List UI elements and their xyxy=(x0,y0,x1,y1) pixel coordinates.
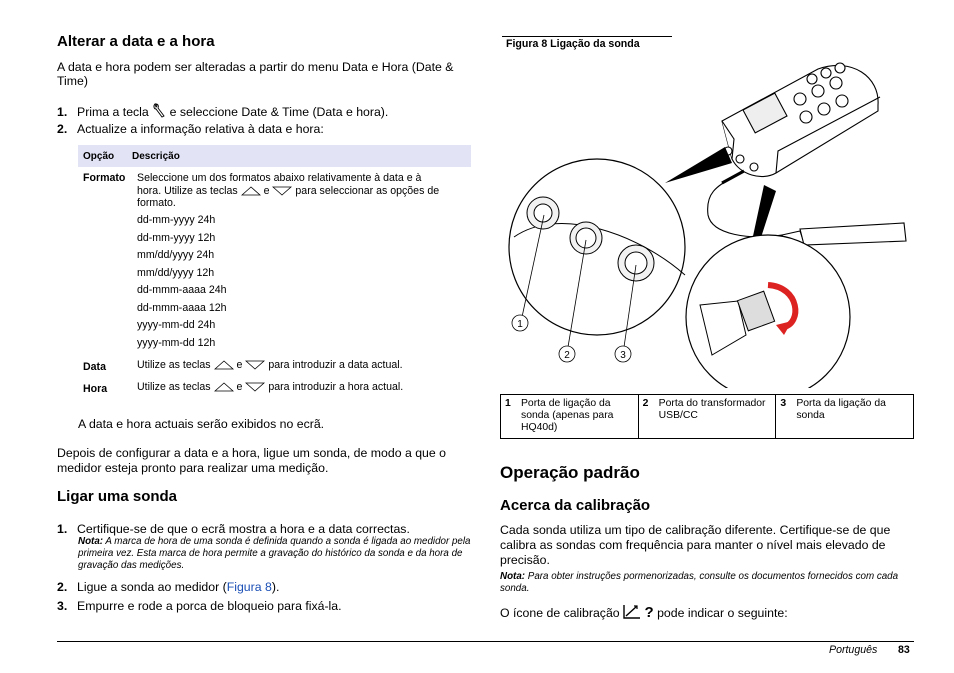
step-text: Empurre e rode a porca de bloqueio para fixá-la. xyxy=(77,599,342,613)
options-table xyxy=(78,145,471,167)
formato-desc-line xyxy=(137,185,467,198)
step-number: 3. xyxy=(57,599,68,613)
note-label: Nota: xyxy=(78,536,104,547)
wrench-key-icon xyxy=(152,103,166,119)
step-1 xyxy=(57,103,388,119)
down-arrow-key-icon xyxy=(245,360,265,370)
legend-item xyxy=(501,395,638,438)
down-arrow-key-icon xyxy=(272,186,292,196)
legend-number: 2 xyxy=(642,398,649,409)
step-number: 1. xyxy=(57,522,68,536)
format-option: dd-mm-yyyy 12h xyxy=(137,231,216,244)
up-arrow-key-icon xyxy=(241,186,261,196)
footer-language: Português xyxy=(829,644,878,656)
row-label-formato: Formato xyxy=(83,172,126,184)
note-text: A marca de hora de uma sonda é definida quando a sonda é ligada ao medidor pela primeira vez. Esta marca de hora permite a gravação do histórico da sonda e da hora de gravação das medições. xyxy=(78,536,471,571)
legend-text: Porta da ligação da sonda xyxy=(796,398,886,421)
meter-device xyxy=(722,63,880,177)
legend-number: 1 xyxy=(505,398,511,409)
step-1-text: Prima a tecla xyxy=(77,105,149,119)
header-option: Opção xyxy=(83,150,115,162)
text: e xyxy=(236,381,243,393)
section-heading-date-time: Alterar a data e a hora xyxy=(57,33,215,50)
up-arrow-key-icon xyxy=(214,360,234,370)
ports-zoom-view xyxy=(509,159,685,335)
after-table-text: A data e hora actuais serão exibidos no ecrã. xyxy=(78,417,325,431)
calibration-question-mark: ? xyxy=(644,604,654,621)
row-label-hora: Hora xyxy=(83,383,108,395)
note-text: Para obter instruções pormenorizadas, consulte os documentos fornecidos com cada sonda. xyxy=(500,571,899,594)
cable-plug xyxy=(722,171,744,183)
formato-desc-line: formato. xyxy=(137,197,176,209)
format-option: mm/dd/yyyy 24h xyxy=(137,249,215,261)
callout-label: 3 xyxy=(620,350,626,361)
callout-label: 2 xyxy=(564,350,570,361)
figure-8-link[interactable]: Figura 8 xyxy=(226,580,272,594)
step-text: ). xyxy=(271,580,280,594)
format-option: yyyy-mm-dd 24h xyxy=(137,319,216,331)
section-heading-connect-probe: Ligar uma sonda xyxy=(57,488,178,505)
calibration-icon-line xyxy=(500,603,788,620)
lock-nut-zoom-view xyxy=(686,235,850,388)
probe-connection-illustration xyxy=(500,55,914,388)
callout-label: 1 xyxy=(517,319,523,330)
chapter-heading-standard-operation: Operação padrão xyxy=(500,463,640,482)
text: para seleccionar as opções de xyxy=(295,184,440,197)
probe-step-2 xyxy=(57,580,279,594)
legend-text: Porta de ligação da sonda (apenas para HQ40d) xyxy=(521,398,614,433)
legend-item xyxy=(775,395,913,438)
step-2 xyxy=(57,122,324,136)
legend-text: Porta do transformador USB/CC xyxy=(658,398,766,421)
table-header-row xyxy=(78,145,471,167)
section-heading-calibration: Acerca da calibração xyxy=(500,497,651,514)
row-desc-formato xyxy=(137,172,467,210)
probe-step-1 xyxy=(57,522,472,536)
text: para introduzir a data actual. xyxy=(268,359,403,371)
zoom-beam-left xyxy=(665,147,732,183)
text: O ícone de calibração xyxy=(500,606,620,620)
footer-rule xyxy=(57,641,914,642)
calibration-icon xyxy=(623,603,641,619)
figure-caption: Figura 8 Ligação da sonda xyxy=(506,38,640,50)
format-list xyxy=(78,214,378,354)
step-number: 2. xyxy=(57,122,68,136)
format-option: mm/dd/yyyy 12h xyxy=(137,266,215,279)
step-number: 1. xyxy=(57,105,68,119)
row-desc-data xyxy=(137,359,403,372)
page-number: 83 xyxy=(898,644,910,656)
header-description: Descrição xyxy=(132,150,180,162)
format-option: dd-mmm-aaaa 12h xyxy=(137,301,227,314)
text: pode indicar o seguinte: xyxy=(657,606,788,620)
connect-paragraph: Depois de configurar a data e a hora, ligue um sonda, de modo a que o medidor esteja pronto para realizar uma medição. xyxy=(57,446,446,475)
format-option: dd-mm-yyyy 24h xyxy=(137,214,216,226)
text: hora. Utilize as teclas xyxy=(137,184,238,197)
step-text: Certifique-se de que o ecrã mostra a hora e a data correctas. xyxy=(77,522,410,536)
up-arrow-key-icon xyxy=(214,382,234,392)
legend-item xyxy=(638,395,776,438)
calibration-note xyxy=(500,571,914,595)
text: Utilize as teclas xyxy=(137,381,211,393)
step-2-text: Actualize a informação relativa à data e hora: xyxy=(77,122,324,136)
format-option: yyyy-mm-dd 12h xyxy=(137,336,216,349)
text: para introduzir a hora actual. xyxy=(268,381,404,393)
probe-note xyxy=(78,536,473,572)
text: e xyxy=(236,359,243,371)
row-desc-hora xyxy=(137,381,403,394)
row-label-data: Data xyxy=(83,361,106,373)
down-arrow-key-icon xyxy=(245,382,265,392)
note-label: Nota: xyxy=(500,571,526,582)
intro-paragraph: A data e hora podem ser alteradas a partir do menu Data e Hora (Date & Time) xyxy=(57,60,454,88)
text: e xyxy=(263,184,270,197)
text: Utilize as teclas xyxy=(137,359,211,371)
figure-legend-table xyxy=(500,394,914,439)
step-1-text-end: e seleccione Date & Time (Data e hora). xyxy=(169,105,389,119)
calibration-paragraph: Cada sonda utiliza um tipo de calibração diferente. Certifique-se de que calibra as sondas com frequência para manter o nível mais elevado de precisão. xyxy=(500,523,891,567)
legend-number: 3 xyxy=(780,398,787,409)
figure-caption-rule xyxy=(502,36,672,37)
format-option: dd-mmm-aaaa 24h xyxy=(137,284,227,296)
formato-desc-line: Seleccione um dos formatos abaixo relativamente à data e à xyxy=(137,172,422,184)
probe-step-3 xyxy=(57,599,342,613)
step-text: Ligue a sonda ao medidor ( xyxy=(77,580,227,594)
step-number: 2. xyxy=(57,580,68,594)
